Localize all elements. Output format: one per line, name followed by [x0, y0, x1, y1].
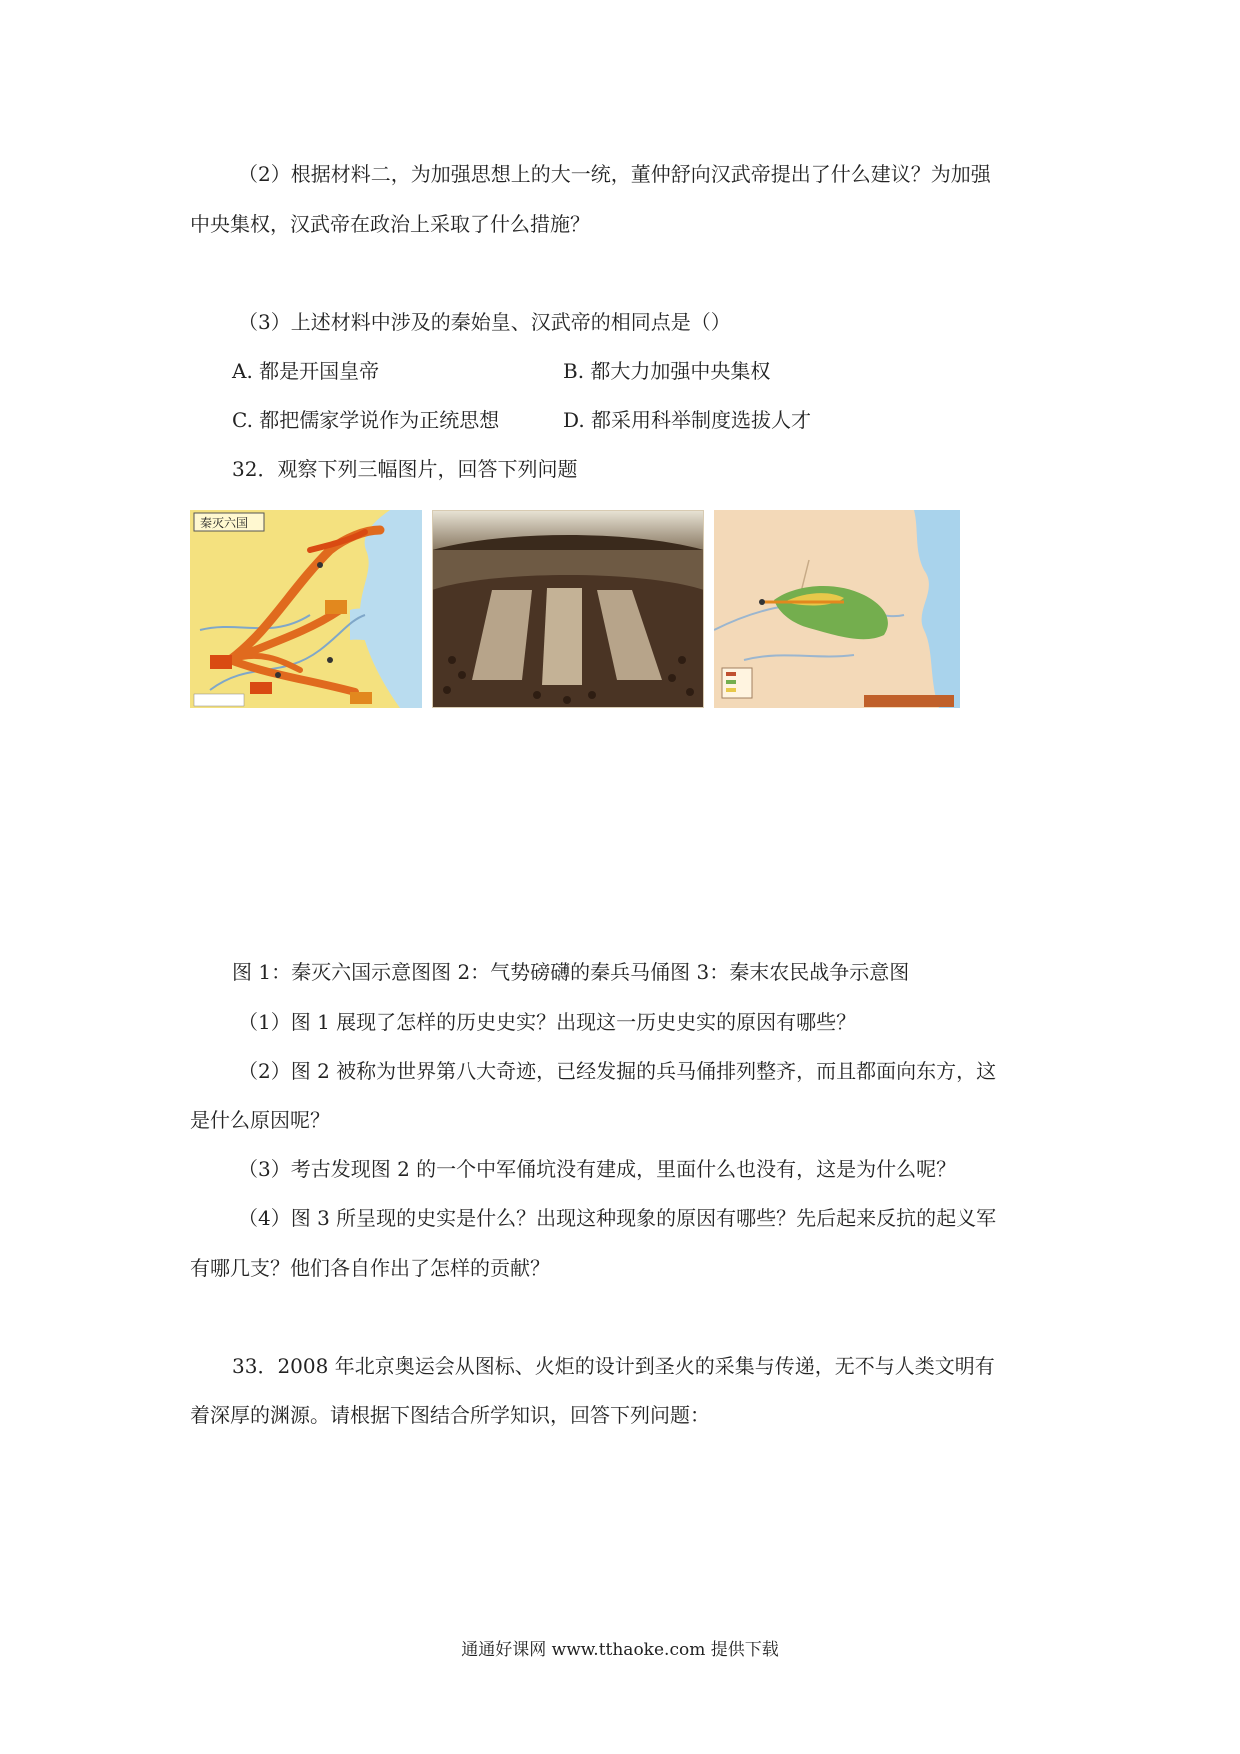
q32-sub2-line2: 是什么原因呢？	[190, 1108, 330, 1132]
q31-part3-stem: （3）上述材料中涉及的秦始皇、汉武帝的相同点是（）	[238, 310, 731, 334]
q32-sub4-line1: （4）图 3 所呈现的史实是什么？出现这种现象的原因有哪些？先后起来反抗的起义军	[238, 1206, 997, 1230]
page-footer: 通通好课网 www.tthaoke.com 提供下载	[461, 1640, 779, 1660]
q32-sub4-line2: 有哪几支？他们各自作出了怎样的贡献？	[190, 1256, 550, 1280]
q31-part2-line2: 中央集权，汉武帝在政治上采取了什么措施？	[190, 212, 590, 236]
figure-3-peasant-war-map	[714, 510, 960, 708]
q31-part2-line1: （2）根据材料二，为加强思想上的大一统，董仲舒向汉武帝提出了什么建议？为加强	[238, 162, 991, 186]
q33-line1: 33．2008 年北京奥运会从图标、火炬的设计到圣火的采集与传递，无不与人类文明有	[232, 1354, 995, 1378]
q31-option-b: B. 都大力加强中央集权	[563, 359, 771, 383]
q32-stem: 32．观察下列三幅图片，回答下列问题	[232, 457, 578, 481]
q31-option-a: A. 都是开国皇帝	[232, 359, 380, 383]
q31-option-c: C. 都把儒家学说作为正统思想	[232, 408, 500, 432]
q33-line2: 着深厚的渊源。请根据下图结合所学知识，回答下列问题：	[190, 1403, 710, 1427]
q32-sub3: （3）考古发现图 2 的一个中军俑坑没有建成，里面什么也没有，这是为什么呢？	[238, 1157, 957, 1181]
q31-option-d: D. 都采用科举制度选拔人才	[563, 408, 812, 432]
figure-1-qin-unification-map	[190, 510, 422, 708]
figure-2-terracotta-army-photo	[432, 510, 704, 708]
figure-captions: 图 1：秦灭六国示意图图 2：气势磅礴的秦兵马俑图 3：秦末农民战争示意图	[232, 960, 910, 984]
figure-1-title: 秦灭六国	[200, 516, 249, 530]
q32-sub2-line1: （2）图 2 被称为世界第八大奇迹，已经发掘的兵马俑排列整齐，而且都面向东方，这	[238, 1059, 997, 1083]
q32-sub1: （1）图 1 展现了怎样的历史史实？出现这一历史史实的原因有哪些？	[238, 1010, 857, 1034]
